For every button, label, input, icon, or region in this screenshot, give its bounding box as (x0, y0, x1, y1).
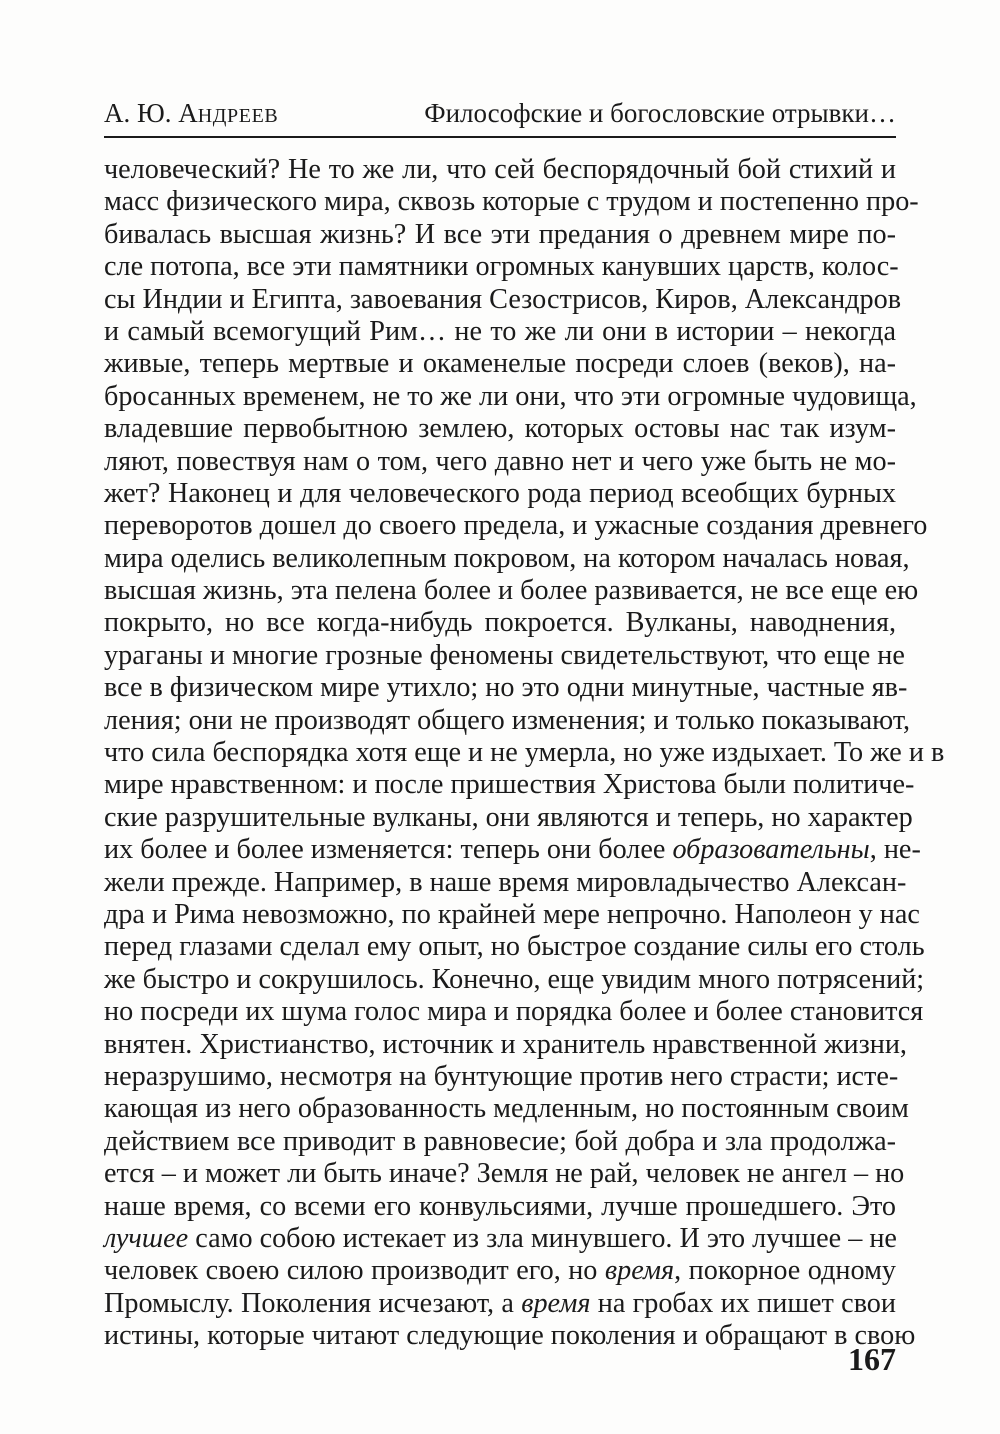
text-segment: Промыслу. Поколения исчезают, а (104, 1287, 522, 1319)
text-line (104, 1028, 907, 1061)
page-number: 167 (848, 1341, 896, 1377)
text-segment: человеческий? Не то же ли, что сей беспорядочный бой стихий и (104, 154, 896, 185)
text-segment: живые, теперь мертвые и окаменелые посреди слоев (веков), на- (104, 348, 896, 380)
text-line (104, 413, 896, 445)
text-line (104, 1126, 896, 1158)
text-line (104, 639, 905, 672)
text-line (104, 769, 915, 801)
text-line (104, 348, 896, 380)
text-segment: ляют, повествуя нам о том, чего давно нет и чего уже быть не мо- (104, 445, 896, 477)
text-segment: ется – и может ли быть иначе? Земля не рай, человек не ангел – но (104, 1158, 905, 1190)
text-line (104, 866, 907, 899)
text-line (104, 316, 896, 348)
text-segment: человек своею силою производит его, но (104, 1255, 605, 1287)
text-segment: неразрушимо, несмотря на бунтующие против него страсти; исте- (104, 1060, 899, 1092)
text-line (104, 931, 925, 963)
text-line (104, 898, 920, 931)
header-rule (104, 136, 896, 138)
text-segment: бивалась высшая жизнь? И все эти предания о древнем мире по- (104, 218, 896, 250)
text-line (104, 801, 913, 834)
header-author (104, 96, 278, 133)
text-segment: все в физическом мире утихло; но это одни минутные, частные яв- (104, 672, 908, 704)
text-line (104, 672, 908, 704)
text-segment: ураганы и многие грозные феномены свидетельствуют, что еще не (104, 639, 905, 671)
italic-segment: время (521, 1287, 591, 1319)
header-title: Философские и богословские отрывки… (424, 98, 896, 128)
text-segment: действием все приводит в равновесие; бой добра и зла продолжа- (104, 1125, 896, 1157)
text-line (104, 996, 924, 1028)
text-segment: жет? Наконец и для человеческого рода период всеобщих бурных (104, 477, 896, 509)
text-line (104, 380, 917, 413)
text-segment: ские разрушительные вулканы, они являются и теперь, но характер (104, 801, 913, 833)
text-line (104, 542, 910, 575)
author-surname-smallcaps: НДРЕЕВ (197, 105, 279, 127)
text-segment: что сила беспорядка хотя еще и не умерла, но уже издыхает. То же и в (104, 737, 945, 769)
text-segment: их более и более изменяется: теперь они более (104, 834, 673, 866)
text-segment: внятен. Христианство, источник и хранитель нравственной жизни, (104, 1028, 907, 1060)
text-segment: владевшие первобытною землею, которых остовы нас так изум- (104, 413, 896, 445)
text-line (104, 186, 919, 218)
text-line (104, 575, 919, 607)
text-line (104, 478, 896, 510)
text-segment: , не- (869, 834, 921, 866)
text-line (104, 283, 901, 316)
text-segment: кающая из него образованность медленным, но постоянным своим (104, 1093, 909, 1125)
text-segment: высшая жизнь, эта пелена более и более развивается, не все еще ею (104, 575, 919, 607)
text-segment: на гробах их пишет свои (590, 1287, 896, 1319)
text-segment: ления; они не производят общего изменения; и только показывают, (104, 704, 911, 736)
text-line (104, 1060, 899, 1093)
text-line (104, 704, 911, 737)
text-line (104, 219, 896, 251)
text-segment: мира оделись великолепным покровом, на котором началась новая, (104, 542, 910, 574)
text-segment: само собою истекает из зла минувшего. И это лучшее – не (188, 1222, 897, 1254)
text-segment: сы Индии и Египта, завоевания Сезострисов, Киров, Александров (104, 283, 901, 315)
text-segment: сле потопа, все эти памятники огромных канувших царств, колос- (104, 251, 899, 283)
italic-segment: время (604, 1255, 675, 1287)
text-segment: наше время, со всеми его конвульсиями, лучше прошедшего. Это (104, 1190, 896, 1222)
text-line (104, 1158, 905, 1190)
text-segment: дра и Рима невозможно, по крайней мере непрочно. Наполеон у нас (104, 898, 920, 930)
text-segment: мире нравственном: и после пришествия Христова были политиче- (104, 769, 915, 801)
text-line (104, 834, 921, 866)
text-line (104, 154, 896, 186)
text-segment: жели прежде. Например, в наше время мировладычество Алексан- (104, 866, 907, 898)
text-segment: истины, которые читают следующие поколения и обращают в свою (104, 1320, 916, 1352)
text-line (104, 1191, 896, 1223)
text-line (104, 1223, 896, 1255)
text-line (104, 737, 945, 769)
text-segment: же быстро и сокрушилось. Конечно, еще увидим много потрясений; (104, 963, 925, 995)
text-segment: и самый всемогущий Рим… не то же ли они в истории – некогда (104, 315, 896, 347)
text-segment: масс физического мира, сквозь которые с трудом и постепенно про- (104, 186, 919, 218)
author-initials: А. Ю. А (104, 98, 198, 128)
running-header (104, 96, 896, 130)
text-segment: переворотов дошел до своего предела, и ужасные создания древнего (104, 510, 928, 542)
text-line (104, 1320, 916, 1352)
text-segment: но посреди их шума голос мира и порядка более и более становится (104, 996, 924, 1028)
text-line (104, 1093, 909, 1125)
text-segment: перед глазами сделал ему опыт, но быстрое создание силы его столь (104, 931, 925, 963)
text-segment: , покорное одному (674, 1255, 897, 1287)
text-line (104, 963, 925, 996)
text-line (104, 1288, 896, 1320)
italic-segment: образовательны (672, 834, 870, 866)
text-segment: покрыто, но все когда-нибудь покроется. Вулканы, наводнения, (104, 607, 896, 639)
text-line (104, 446, 896, 478)
text-line (104, 607, 896, 639)
text-line (104, 1255, 896, 1287)
text-line (104, 510, 928, 542)
text-line (104, 251, 899, 283)
body-text (104, 154, 945, 1352)
text-segment: бросанных временем, не то же ли они, что эти огромные чудовища, (104, 380, 917, 412)
italic-segment: лучшее (104, 1222, 189, 1254)
